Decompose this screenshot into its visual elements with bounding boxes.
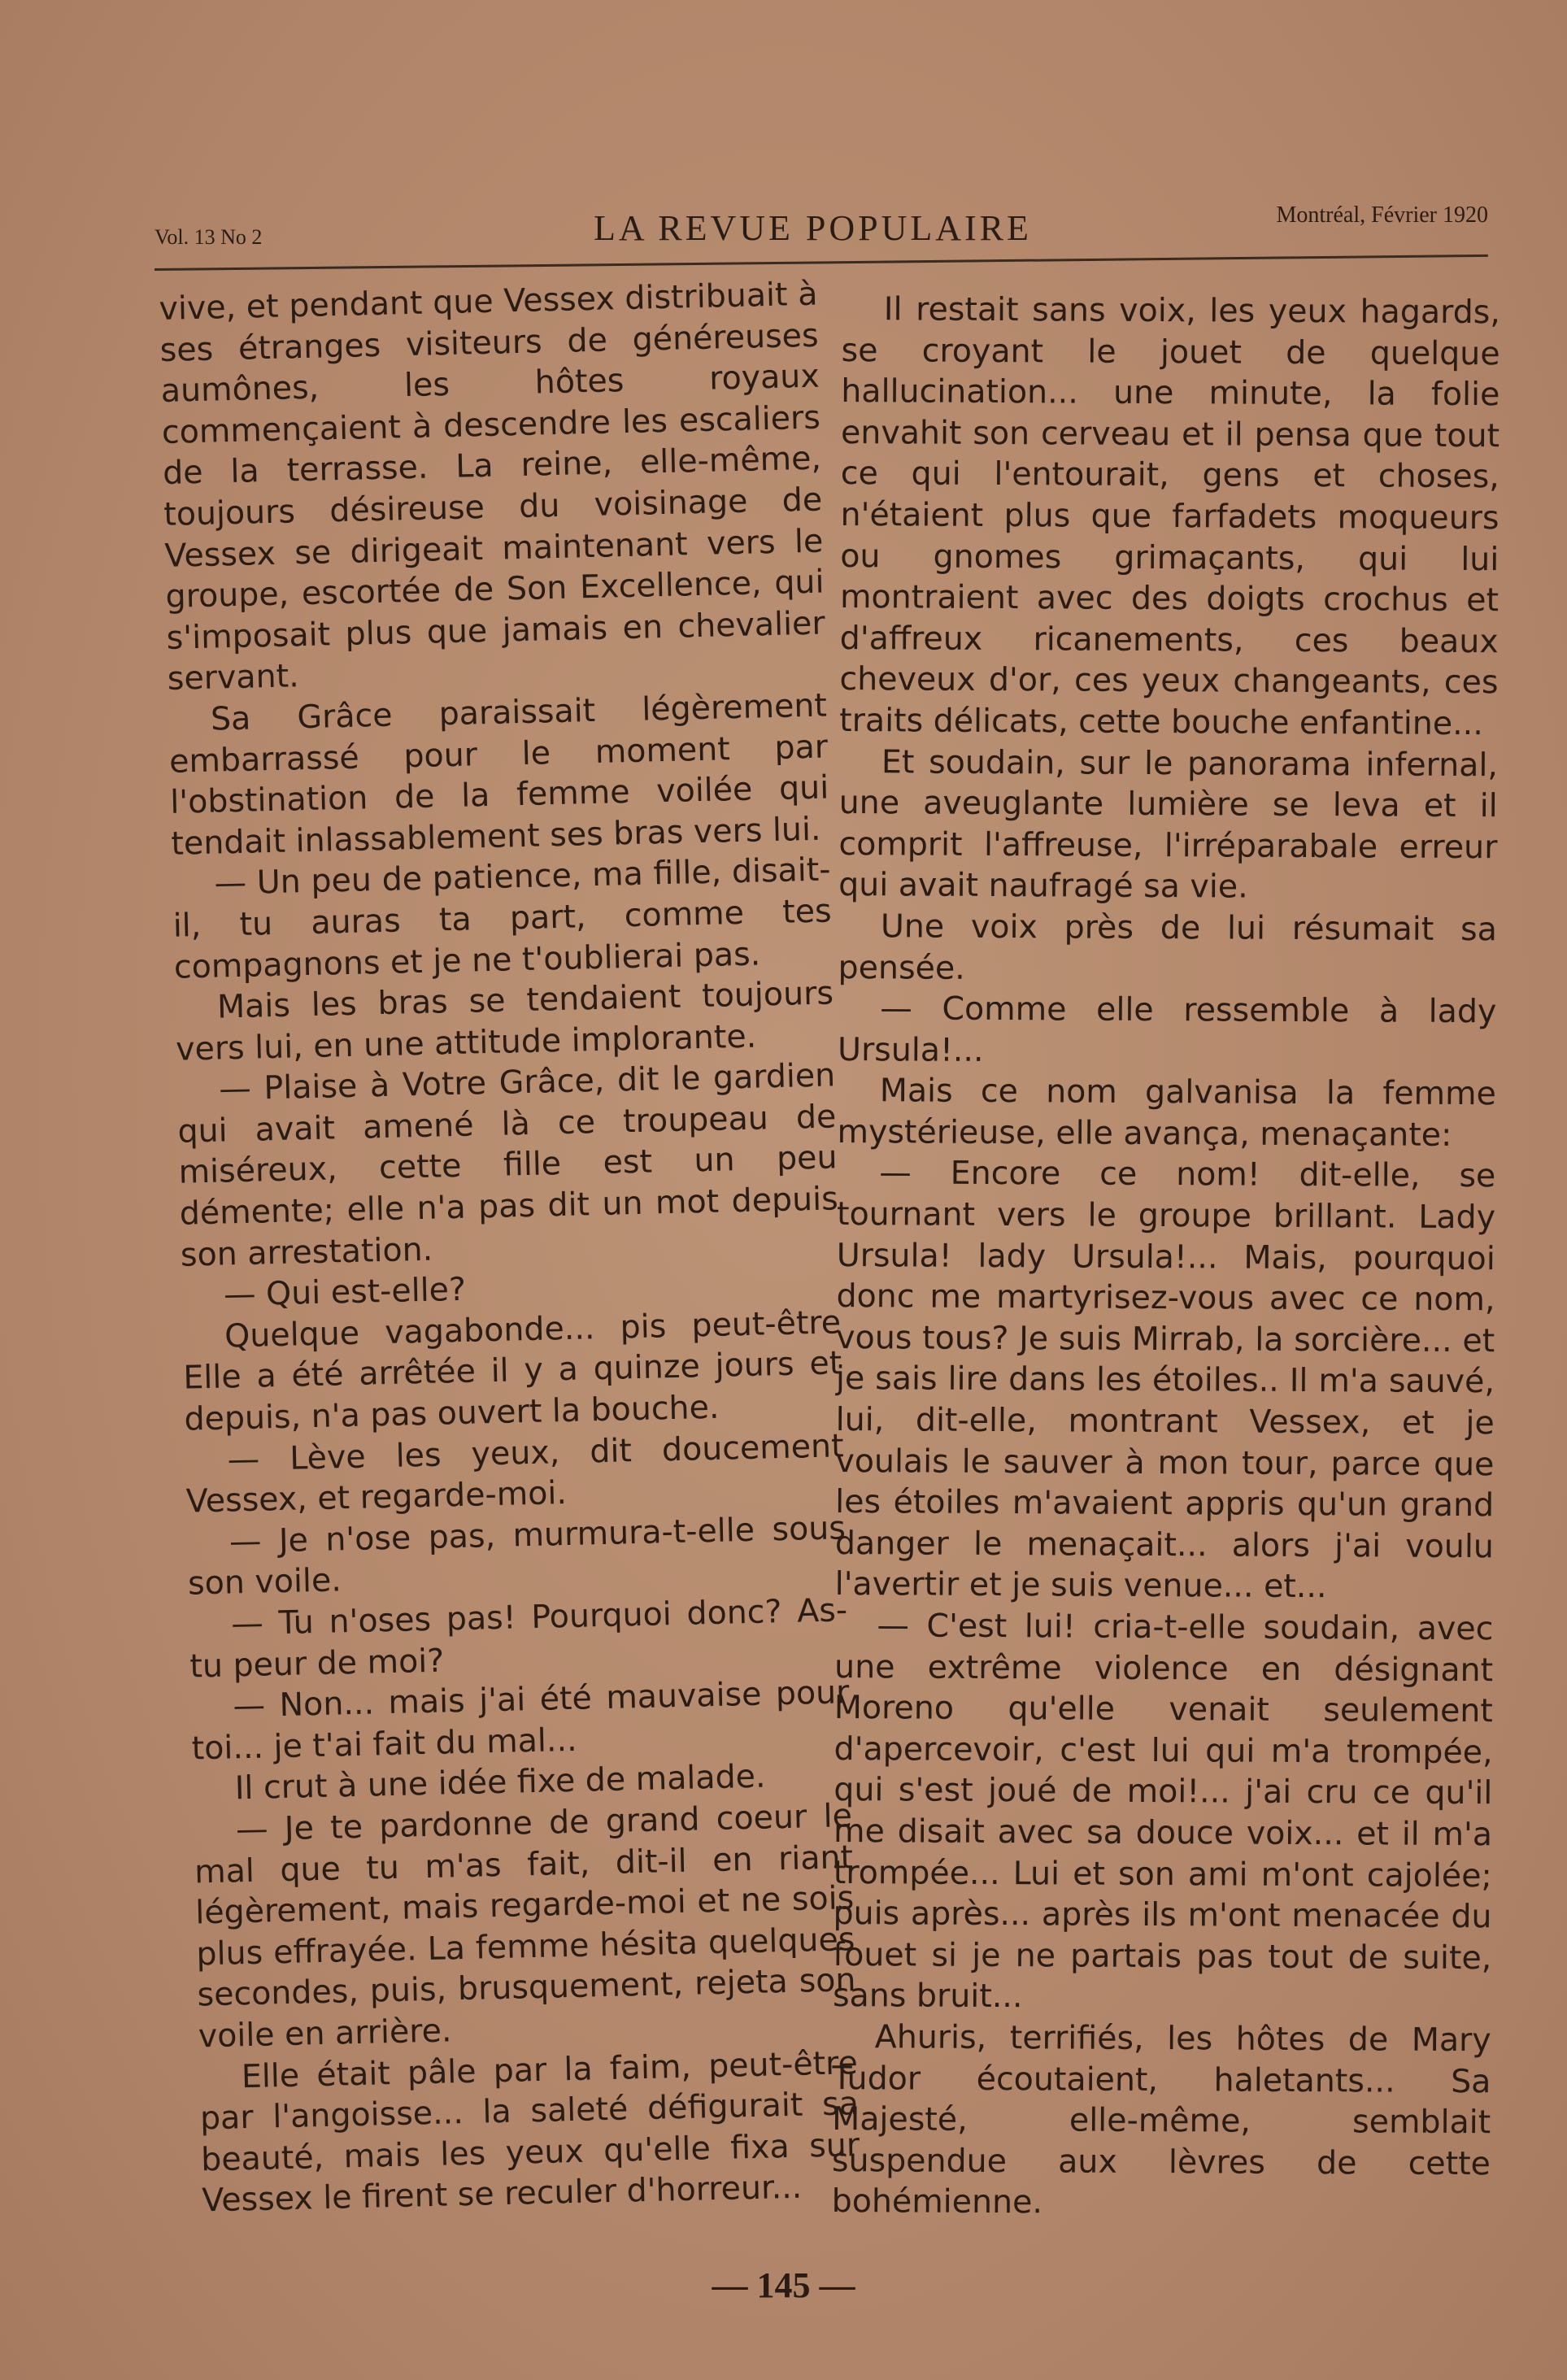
paragraph: — Qui est-elle? [223, 1270, 467, 1314]
paragraph: — Encore ce nom! dit-elle, se tournant vers le groupe brillant. Lady Ursula! lady Ursula!... Mais, pourquoi donc me martyrisez-vous avec ce nom, vous tous? Je suis Mirrab, la sorcière... et je sais lire dans les étoiles.. Il m'a sauvé, lui, dit-elle, montrant Vessex, et je voulais le sauver à mon tour, parce que les étoiles m'avaient appris qu'un grand danger le menaçait... alors j'ai voulu l'avertir et je suis venue... et... [834, 1154, 1496, 1606]
paragraph: — Je te pardonne de grand coeur le mal que tu m'as fait, dit-il en riant légèrement, mais regarde-moi et ne sois plus effrayée. La femme hésita quelques secondes, puis, brusquement, rejeta son voile en arrière. [194, 1797, 856, 2056]
paragraph: Elle était pâle par la faim, peut-être par l'angoisse... la saleté défigurait sa beauté, mais les yeux qu'elle fixa sur Vessex le firent se reculer d'horreur... [199, 2043, 860, 2220]
paragraph: Mais les bras se tendaient toujours vers lui, en une attitude implorante. [175, 974, 834, 1068]
paragraph: Quelque vagabonde... pis peut-être Elle a été arrêtée il y a quinze jours et depuis, n'a pas ouvert la bouche. [182, 1303, 842, 1438]
magazine-title: LA REVUE POPULAIRE [594, 208, 1032, 248]
header-rule [155, 255, 1488, 271]
paragraph: vive, et pendant que Vessex distribuait à ses étranges visiteurs de généreuses aumônes, les hôtes royaux commençaient à descendre les escaliers de la terrasse. La reine, elle-même, toujours désireuse du voisinage de Vessex se dirigeait maintenant vers le groupe, escortée de Son Excellence, qui s'imposait plus que jamais en chevalier servant. [159, 275, 826, 698]
paragraph: — Tu n'oses pas! Pourquoi donc? As-tu peur de moi? [189, 1591, 848, 1686]
paragraph: Il restait sans voix, les yeux hagards, se croyant le jouet de quelque hallucination... une minute, la folie envahit son cerveau et il pensa que tout ce qui l'entourait, gens et choses, n'étaient plus que farfadets moqueurs ou gnomes grimaçants, qui lui montraient avec des doigts crochus et d'affreux ricanements, ces beaux cheveux d'or, ces yeux changeants, ces traits délicats, cette bouche enfantine... [839, 290, 1500, 743]
paragraph: Sa Grâce paraissait légèrement embarrassé pour le moment par l'obstination de la femme voilée qui tendait inlassablement ses bras vers lui. [168, 686, 829, 863]
paragraph: Et soudain, sur le panorama infernal, une aveuglante lumière se leva et il comprit l'affreuse, l'irréparabale erreur qui avait naufragé sa vie. [838, 742, 1499, 906]
left-column [159, 274, 861, 2222]
issue-date: Montréal, Février 1920 [1276, 202, 1488, 228]
page-header [155, 191, 1488, 249]
page-number: — 145 — [712, 2265, 855, 2305]
paragraph: Il crut à une idée fixe de malade. [234, 1757, 766, 1808]
paragraph: Mais ce nom galvanisa la femme mystérieuse, elle avança, menaçante: [837, 1072, 1496, 1154]
paragraph: — C'est lui! cria-t-elle soudain, avec une extrême violence en désignant Moreno qu'elle venait seulement d'apercevoir, c'est lui qui m'a trompée, qui s'est joué de moi!... j'ai cru ce qu'il me disait avec sa douce voix... et il m'a trompée... Lui et son ami m'ont cajolée; puis après... après ils m'ont menacée du fouet si je ne partais pas tout de suite, sans bruit... [832, 1607, 1494, 2016]
paragraph: Ahuris, terrifiés, les hôtes de Mary Tudor écoutaient, haletants... Sa Majesté, elle-même, semblait suspendue aux lèvres de cette bohémienne. [831, 2018, 1491, 2221]
paragraph: — Plaise à Votre Grâce, dit le gardien qui avait amené là ce troupeau de miséreux, cette fille est un peu démente; elle n'a pas dit un mot depuis son arrestation. [177, 1056, 839, 1274]
paragraph: — Je n'ose pas, murmura-t-elle sous son voile. [187, 1509, 847, 1603]
paragraph: — Un peu de patience, ma fille, disait-il, tu auras ta part, comme tes compagnons et je ne t'oublierai pas. [172, 851, 833, 986]
volume-number: Vol. 13 No 2 [155, 225, 263, 249]
paragraph: — Non... mais j'ai été mauvaise pour toi... je t'ai fait du mal... [191, 1673, 850, 1768]
paragraph: — Comme elle ressemble à lady Ursula!... [837, 990, 1497, 1069]
paragraph: Une voix près de lui résumait sa pensée. [838, 907, 1498, 987]
paragraph: — Lève les yeux, dit doucement Vessex, et regarde-moi. [185, 1426, 845, 1521]
right-column [832, 289, 1500, 2226]
